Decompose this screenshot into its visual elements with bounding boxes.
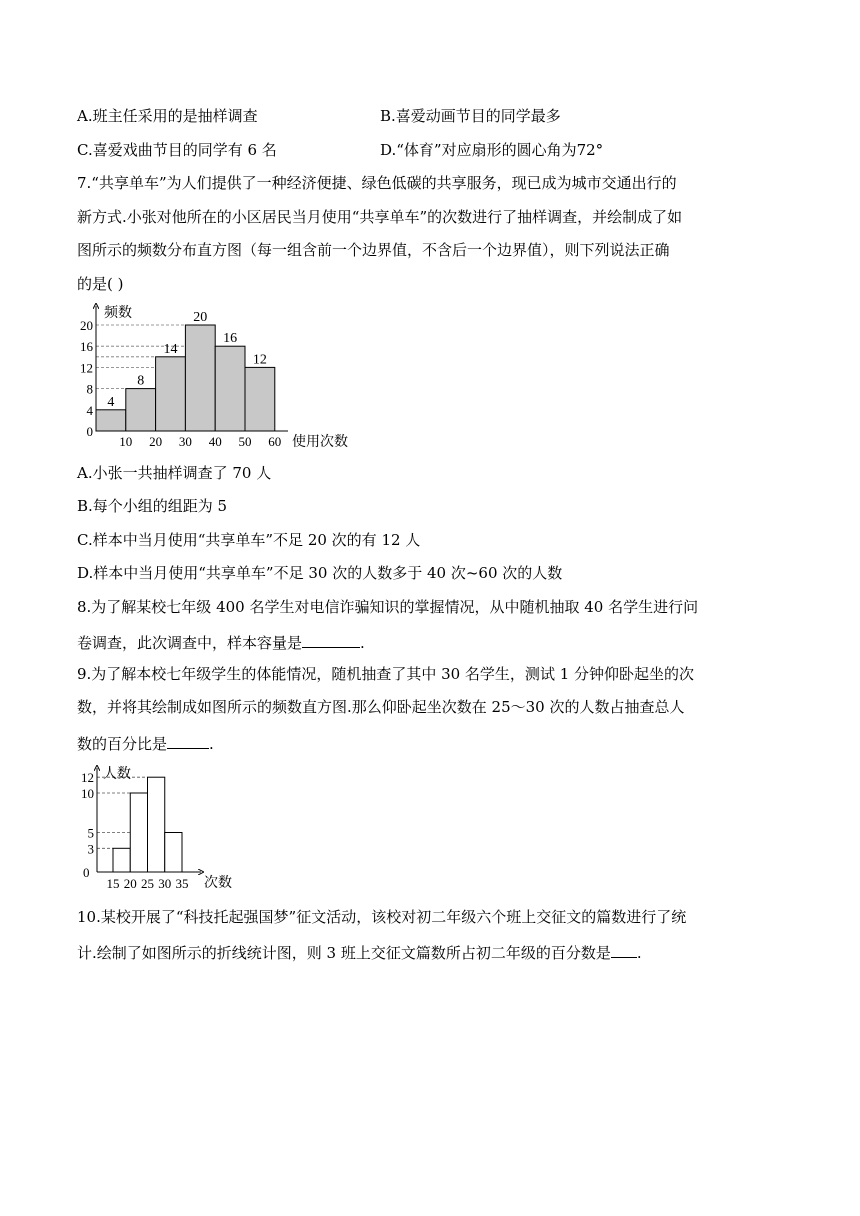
q9-stem-line-3 bbox=[77, 734, 214, 752]
q7-stem-line-1: 7.“共享单车”为人们提供了一种经济便捷、绿色低碳的共享服务，现已成为城市交通出行的 bbox=[77, 174, 677, 192]
q7-option-a: A.小张一共抽样调查了 70 人 bbox=[77, 464, 272, 482]
q10-stem-line-1: 10.某校开展了“科技托起强国梦”征文活动，该校对初二年级六个班上交征文的篇数进行了统 bbox=[77, 908, 687, 926]
y-tick-label: 8 bbox=[86, 381, 93, 397]
y-tick-label: 16 bbox=[80, 339, 93, 355]
x-tick-label: 35 bbox=[175, 876, 189, 891]
x-tick-label: 10 bbox=[119, 434, 133, 449]
q8-stem-text: 卷调查，此次调查中，样本容量是 bbox=[77, 634, 303, 652]
histogram-bar bbox=[185, 325, 215, 431]
x-axis-label: 次数 bbox=[204, 876, 232, 891]
y-tick-label: 20 bbox=[80, 318, 93, 333]
y-tick-label: 12 bbox=[80, 360, 93, 376]
x-tick-label: 20 bbox=[149, 434, 163, 449]
y-tick-label: 12 bbox=[81, 770, 94, 786]
y-tick-label: 10 bbox=[81, 786, 94, 801]
q9-answer-blank[interactable] bbox=[167, 734, 209, 749]
x-tick-label: 30 bbox=[178, 434, 192, 449]
x-tick-label: 30 bbox=[158, 876, 172, 891]
q10-answer-blank[interactable] bbox=[611, 943, 637, 958]
usage-frequency-histogram bbox=[70, 300, 370, 452]
x-axis-label: 使用次数 bbox=[292, 435, 348, 450]
q9-stem-line-2: 数，并将其绘制成如图所示的频数直方图.那么仰卧起坐次数在 25～30 次的人数占抽查总人 bbox=[77, 698, 685, 716]
origin-label: 0 bbox=[83, 865, 90, 880]
histogram-bar bbox=[96, 410, 126, 431]
histogram-bar bbox=[245, 367, 275, 431]
x-tick-label: 15 bbox=[106, 876, 120, 891]
y-axis-label: 人数 bbox=[103, 767, 131, 782]
y-tick-label: 3 bbox=[87, 841, 94, 857]
q6-option-c: C.喜爱戏曲节目的同学有 6 名 bbox=[77, 141, 277, 159]
situp-frequency-histogram bbox=[75, 762, 255, 892]
q6-option-a: A.班主任采用的是抽样调查 bbox=[77, 107, 258, 125]
q8-stem-end: . bbox=[360, 634, 365, 652]
q7-stem-line-4: 的是( ) bbox=[77, 275, 124, 293]
x-tick-label: 20 bbox=[123, 876, 137, 891]
q8-answer-blank[interactable] bbox=[302, 633, 360, 648]
q7-option-b: B.每个小组的组距为 5 bbox=[77, 497, 228, 515]
x-tick-label: 50 bbox=[238, 434, 252, 449]
q9-stem-text: 数的百分比是 bbox=[77, 735, 168, 753]
x-tick-label: 60 bbox=[268, 434, 282, 449]
histogram-bar bbox=[113, 848, 130, 872]
bar-value-label: 8 bbox=[137, 373, 145, 389]
histogram-bar bbox=[215, 346, 245, 431]
q7-stem-line-2: 新方式.小张对他所在的小区居民当月使用“共享单车”的次数进行了抽样调查，并绘制成了如 bbox=[77, 208, 683, 226]
bar-value-label: 14 bbox=[163, 341, 178, 357]
q10-stem-text: 计.绘制了如图所示的折线统计图，则 3 班上交征文篇数所占初二年级的百分数是 bbox=[77, 944, 611, 962]
q10-stem-line-2 bbox=[77, 943, 642, 961]
q10-stem-end: . bbox=[636, 944, 642, 962]
x-tick-label: 25 bbox=[141, 876, 154, 891]
q6-option-d: D.“体育”对应扇形的圆心角为72° bbox=[380, 141, 604, 159]
q6-option-b: B.喜爱动画节目的同学最多 bbox=[380, 107, 561, 125]
bar-value-label: 12 bbox=[252, 352, 267, 368]
q8-stem-line-1: 8.为了解某校七年级 400 名学生对电信诈骗知识的掌握情况，从中随机抽取 40 名学生进行问 bbox=[77, 598, 699, 616]
histogram-bar bbox=[156, 357, 186, 431]
histogram-bar bbox=[165, 833, 182, 873]
histogram-bar bbox=[148, 777, 165, 872]
y-axis-label: 频数 bbox=[104, 306, 132, 321]
q8-stem-line-2 bbox=[77, 633, 365, 651]
x-tick-label: 0 bbox=[86, 424, 93, 439]
bar-value-label: 20 bbox=[193, 310, 208, 325]
bar-value-label: 4 bbox=[107, 394, 115, 410]
q7-option-d: D.样本中当月使用“共享单车”不足 30 次的人数多于 40 次~60 次的人数 bbox=[77, 564, 563, 582]
bar-value-label: 16 bbox=[223, 331, 238, 347]
q7-stem-line-3: 图所示的频数分布直方图（每一组含前一个边界值，不含后一个边界值），则下列说法正确 bbox=[77, 241, 670, 259]
q7-option-c: C.样本中当月使用“共享单车”不足 20 次的有 12 人 bbox=[77, 531, 421, 549]
y-tick-label: 4 bbox=[86, 402, 93, 418]
histogram-bar bbox=[126, 389, 156, 431]
q9-stem-line-1: 9.为了解本校七年级学生的体能情况，随机抽查了其中 30 名学生，测试 1 分钟仰卧起坐的次 bbox=[77, 665, 695, 683]
histogram-bar bbox=[130, 793, 147, 872]
q9-stem-end: . bbox=[209, 735, 214, 753]
y-tick-label: 5 bbox=[87, 825, 94, 841]
x-tick-label: 40 bbox=[208, 434, 222, 449]
